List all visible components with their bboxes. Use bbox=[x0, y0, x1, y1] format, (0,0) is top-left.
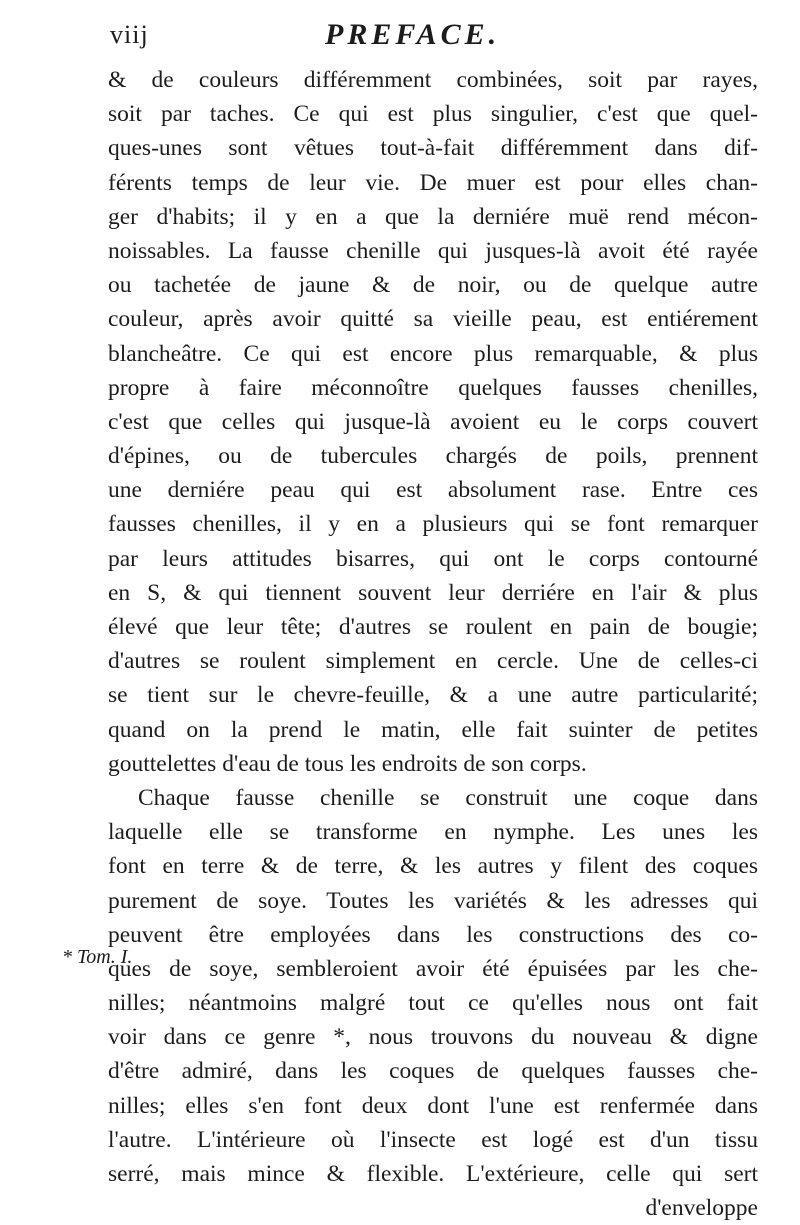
text-line: d'autres se roulent simplement en cercle. Une de celles-ci bbox=[108, 648, 758, 675]
text-line: purement de soye. Toutes les variétés & les adresses qui bbox=[108, 887, 758, 914]
text-line: font en terre & de terre, & les autres y filent des coques bbox=[108, 853, 758, 880]
text-line: d'être admiré, dans les coques de quelques fausses che- bbox=[108, 1058, 758, 1085]
text-line: nilles; néantmoins malgré tout ce qu'elles nous ont fait bbox=[108, 990, 758, 1017]
body-text bbox=[108, 63, 758, 1225]
catchword: d'enveloppe bbox=[645, 1195, 758, 1222]
page-number: viij bbox=[110, 20, 149, 49]
text-line: quand on la prend le matin, elle fait suinter de petites bbox=[108, 716, 758, 743]
text-line: nilles; elles s'en font deux dont l'une est renfermée dans bbox=[108, 1092, 758, 1119]
text-line: soit par taches. Ce qui est plus singulier, c'est que quel- bbox=[108, 101, 758, 128]
page-header bbox=[110, 18, 750, 58]
text-line: d'épines, ou de tubercules chargés de poils, prennent bbox=[108, 443, 758, 470]
running-title: PREFACE. bbox=[325, 18, 501, 51]
text-line: noissables. La fausse chenille qui jusques-là avoit été rayée bbox=[108, 237, 758, 264]
text-line: férents temps de leur vie. De muer est pour elles chan- bbox=[108, 169, 758, 196]
text-line: ques de soye, sembleroient avoir été épuisées par les che- bbox=[108, 955, 758, 982]
text-line: se tient sur le chevre-feuille, & a une autre particularité; bbox=[108, 682, 758, 709]
text-line: l'autre. L'intérieure où l'insecte est logé est d'un tissu bbox=[108, 1126, 758, 1153]
text-line: élevé que leur tête; d'autres se roulent en pain de bougie; bbox=[108, 614, 758, 640]
text-line: en S, & qui tiennent souvent leur derriére en l'air & plus bbox=[108, 579, 758, 606]
text-line: gouttelettes d'eau de tous les endroits de son corps. bbox=[108, 750, 587, 777]
text-line: & de couleurs différemment combinées, soit par rayes, bbox=[108, 67, 758, 93]
margin-note: * Tom. I. bbox=[62, 946, 133, 968]
text-line: voir dans ce genre *, nous trouvons du nouveau & digne bbox=[108, 1024, 758, 1051]
text-line: laquelle elle se transforme en nymphe. Les unes les bbox=[108, 819, 758, 846]
text-line: Chaque fausse chenille se construit une coque dans bbox=[138, 784, 758, 811]
text-line: peuvent être employées dans les constructions des co- bbox=[108, 921, 758, 948]
text-line: une derniére peau qui est absolument rase. Entre ces bbox=[108, 477, 758, 504]
text-line: par leurs attitudes bisarres, qui ont le corps contourné bbox=[108, 545, 758, 572]
text-line: serré, mais mince & flexible. L'extérieure, celle qui sert bbox=[108, 1161, 758, 1187]
text-line: ger d'habits; il y en a que la derniére muë rend mécon- bbox=[108, 203, 758, 230]
text-line: couleur, après avoir quitté sa vieille peau, est entiérement bbox=[108, 306, 758, 333]
text-line: fausses chenilles, il y en a plusieurs qui se font remarquer bbox=[108, 511, 758, 538]
text-line: ou tachetée de jaune & de noir, ou de quelque autre bbox=[108, 272, 758, 299]
text-line: ques-unes sont vêtues tout-à-fait différemment dans dif- bbox=[108, 135, 758, 162]
text-line: propre à faire méconnoître quelques fausses chenilles, bbox=[108, 374, 758, 401]
text-line: c'est que celles qui jusque-là avoient eu le corps couvert bbox=[108, 408, 758, 435]
text-line: blancheâtre. Ce qui est encore plus remarquable, & plus bbox=[108, 340, 758, 367]
